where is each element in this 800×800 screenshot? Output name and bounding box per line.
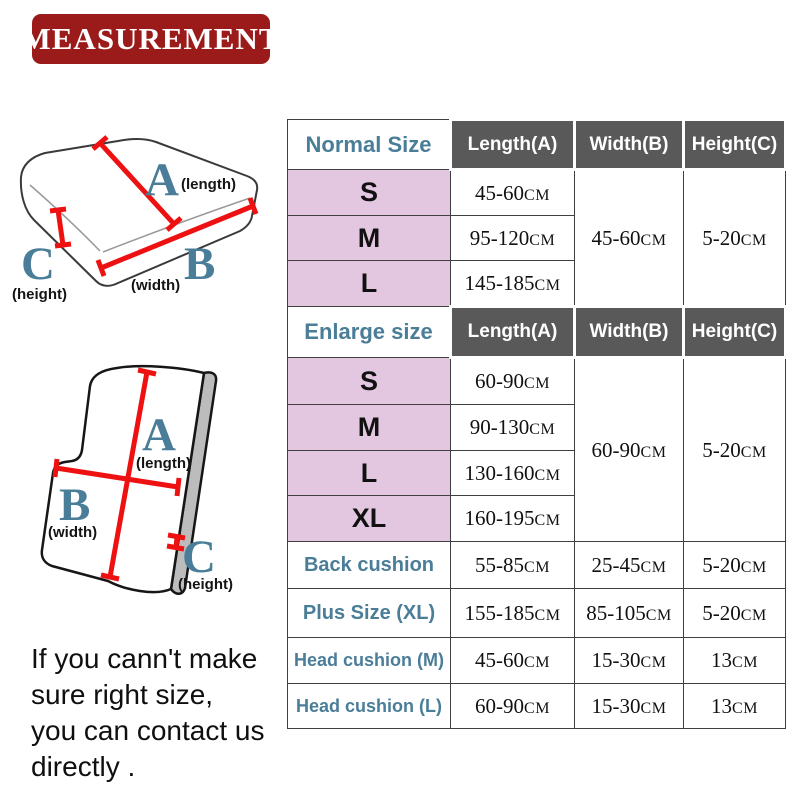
label-a-caption: (length)	[136, 455, 191, 472]
row-label: Head cushion (M)	[288, 638, 451, 684]
height-cell: 5-20CM	[684, 589, 786, 638]
table-row	[288, 170, 786, 216]
column-header-width: Width(B)	[575, 307, 684, 358]
contact-note	[31, 641, 301, 785]
table-row	[288, 684, 786, 729]
label-b: B	[59, 479, 91, 531]
size-cell: XL	[288, 496, 451, 542]
table-row	[288, 358, 786, 405]
height-cell: 5-20CM	[684, 542, 786, 589]
section-title-normal: Normal Size	[288, 120, 451, 170]
label-a: A	[142, 409, 176, 461]
column-header-length: Length(A)	[451, 307, 575, 358]
width-cell-merged: 45-60CM	[575, 170, 684, 307]
size-cell: L	[288, 261, 451, 307]
back-cushion-diagram	[20, 340, 265, 630]
table-row	[288, 307, 786, 358]
length-cell: 45-60CM	[451, 170, 575, 216]
label-b: B	[184, 238, 216, 290]
row-label: Head cushion (L)	[288, 684, 451, 729]
label-c-caption: (height)	[12, 286, 67, 303]
length-cell: 160-195CM	[451, 496, 575, 542]
height-cell-merged: 5-20CM	[684, 358, 786, 542]
size-table	[287, 118, 787, 729]
title-banner	[21, 14, 281, 64]
height-cell: 13CM	[684, 638, 786, 684]
table-row	[288, 638, 786, 684]
width-cell: 15-30CM	[575, 684, 684, 729]
label-c-caption: (height)	[178, 576, 233, 593]
width-cell: 85-105CM	[575, 589, 684, 638]
note-line: directly .	[31, 751, 136, 782]
column-header-width: Width(B)	[575, 120, 684, 170]
height-cell-merged: 5-20CM	[684, 170, 786, 307]
length-cell: 45-60CM	[451, 638, 575, 684]
length-cell: 155-185CM	[451, 589, 575, 638]
size-cell: S	[288, 170, 451, 216]
label-c: C	[21, 238, 55, 290]
size-cell: L	[288, 451, 451, 496]
row-label: Back cushion	[288, 542, 451, 589]
length-cell: 55-85CM	[451, 542, 575, 589]
size-cell: M	[288, 216, 451, 261]
column-header-height: Height(C)	[684, 120, 786, 170]
length-cell: 145-185CM	[451, 261, 575, 307]
label-a-caption: (length)	[181, 176, 236, 193]
label-a: A	[145, 154, 179, 206]
width-cell: 15-30CM	[575, 638, 684, 684]
width-cell-merged: 60-90CM	[575, 358, 684, 542]
note-line: you can contact us	[31, 715, 265, 746]
size-cell: S	[288, 358, 451, 405]
seat-cushion-diagram	[0, 110, 285, 322]
width-cell: 25-45CM	[575, 542, 684, 589]
table-row	[288, 589, 786, 638]
table-row	[288, 120, 786, 170]
length-cell: 130-160CM	[451, 451, 575, 496]
label-c: C	[182, 531, 216, 583]
page-title: MEASUREMENT	[21, 21, 281, 56]
section-title-enlarge: Enlarge size	[288, 307, 451, 358]
row-label: Plus Size (XL)	[288, 589, 451, 638]
length-cell: 90-130CM	[451, 405, 575, 451]
label-b-caption: (width)	[131, 277, 181, 294]
label-b-caption: (width)	[48, 524, 98, 541]
note-line: If you cann't make	[31, 643, 258, 674]
length-cell: 60-90CM	[451, 358, 575, 405]
column-header-height: Height(C)	[684, 307, 786, 358]
length-cell: 60-90CM	[451, 684, 575, 729]
note-line: sure right size,	[31, 679, 214, 710]
height-cell: 13CM	[684, 684, 786, 729]
size-cell: M	[288, 405, 451, 451]
column-header-length: Length(A)	[451, 120, 575, 170]
table-row	[288, 542, 786, 589]
length-cell: 95-120CM	[451, 216, 575, 261]
